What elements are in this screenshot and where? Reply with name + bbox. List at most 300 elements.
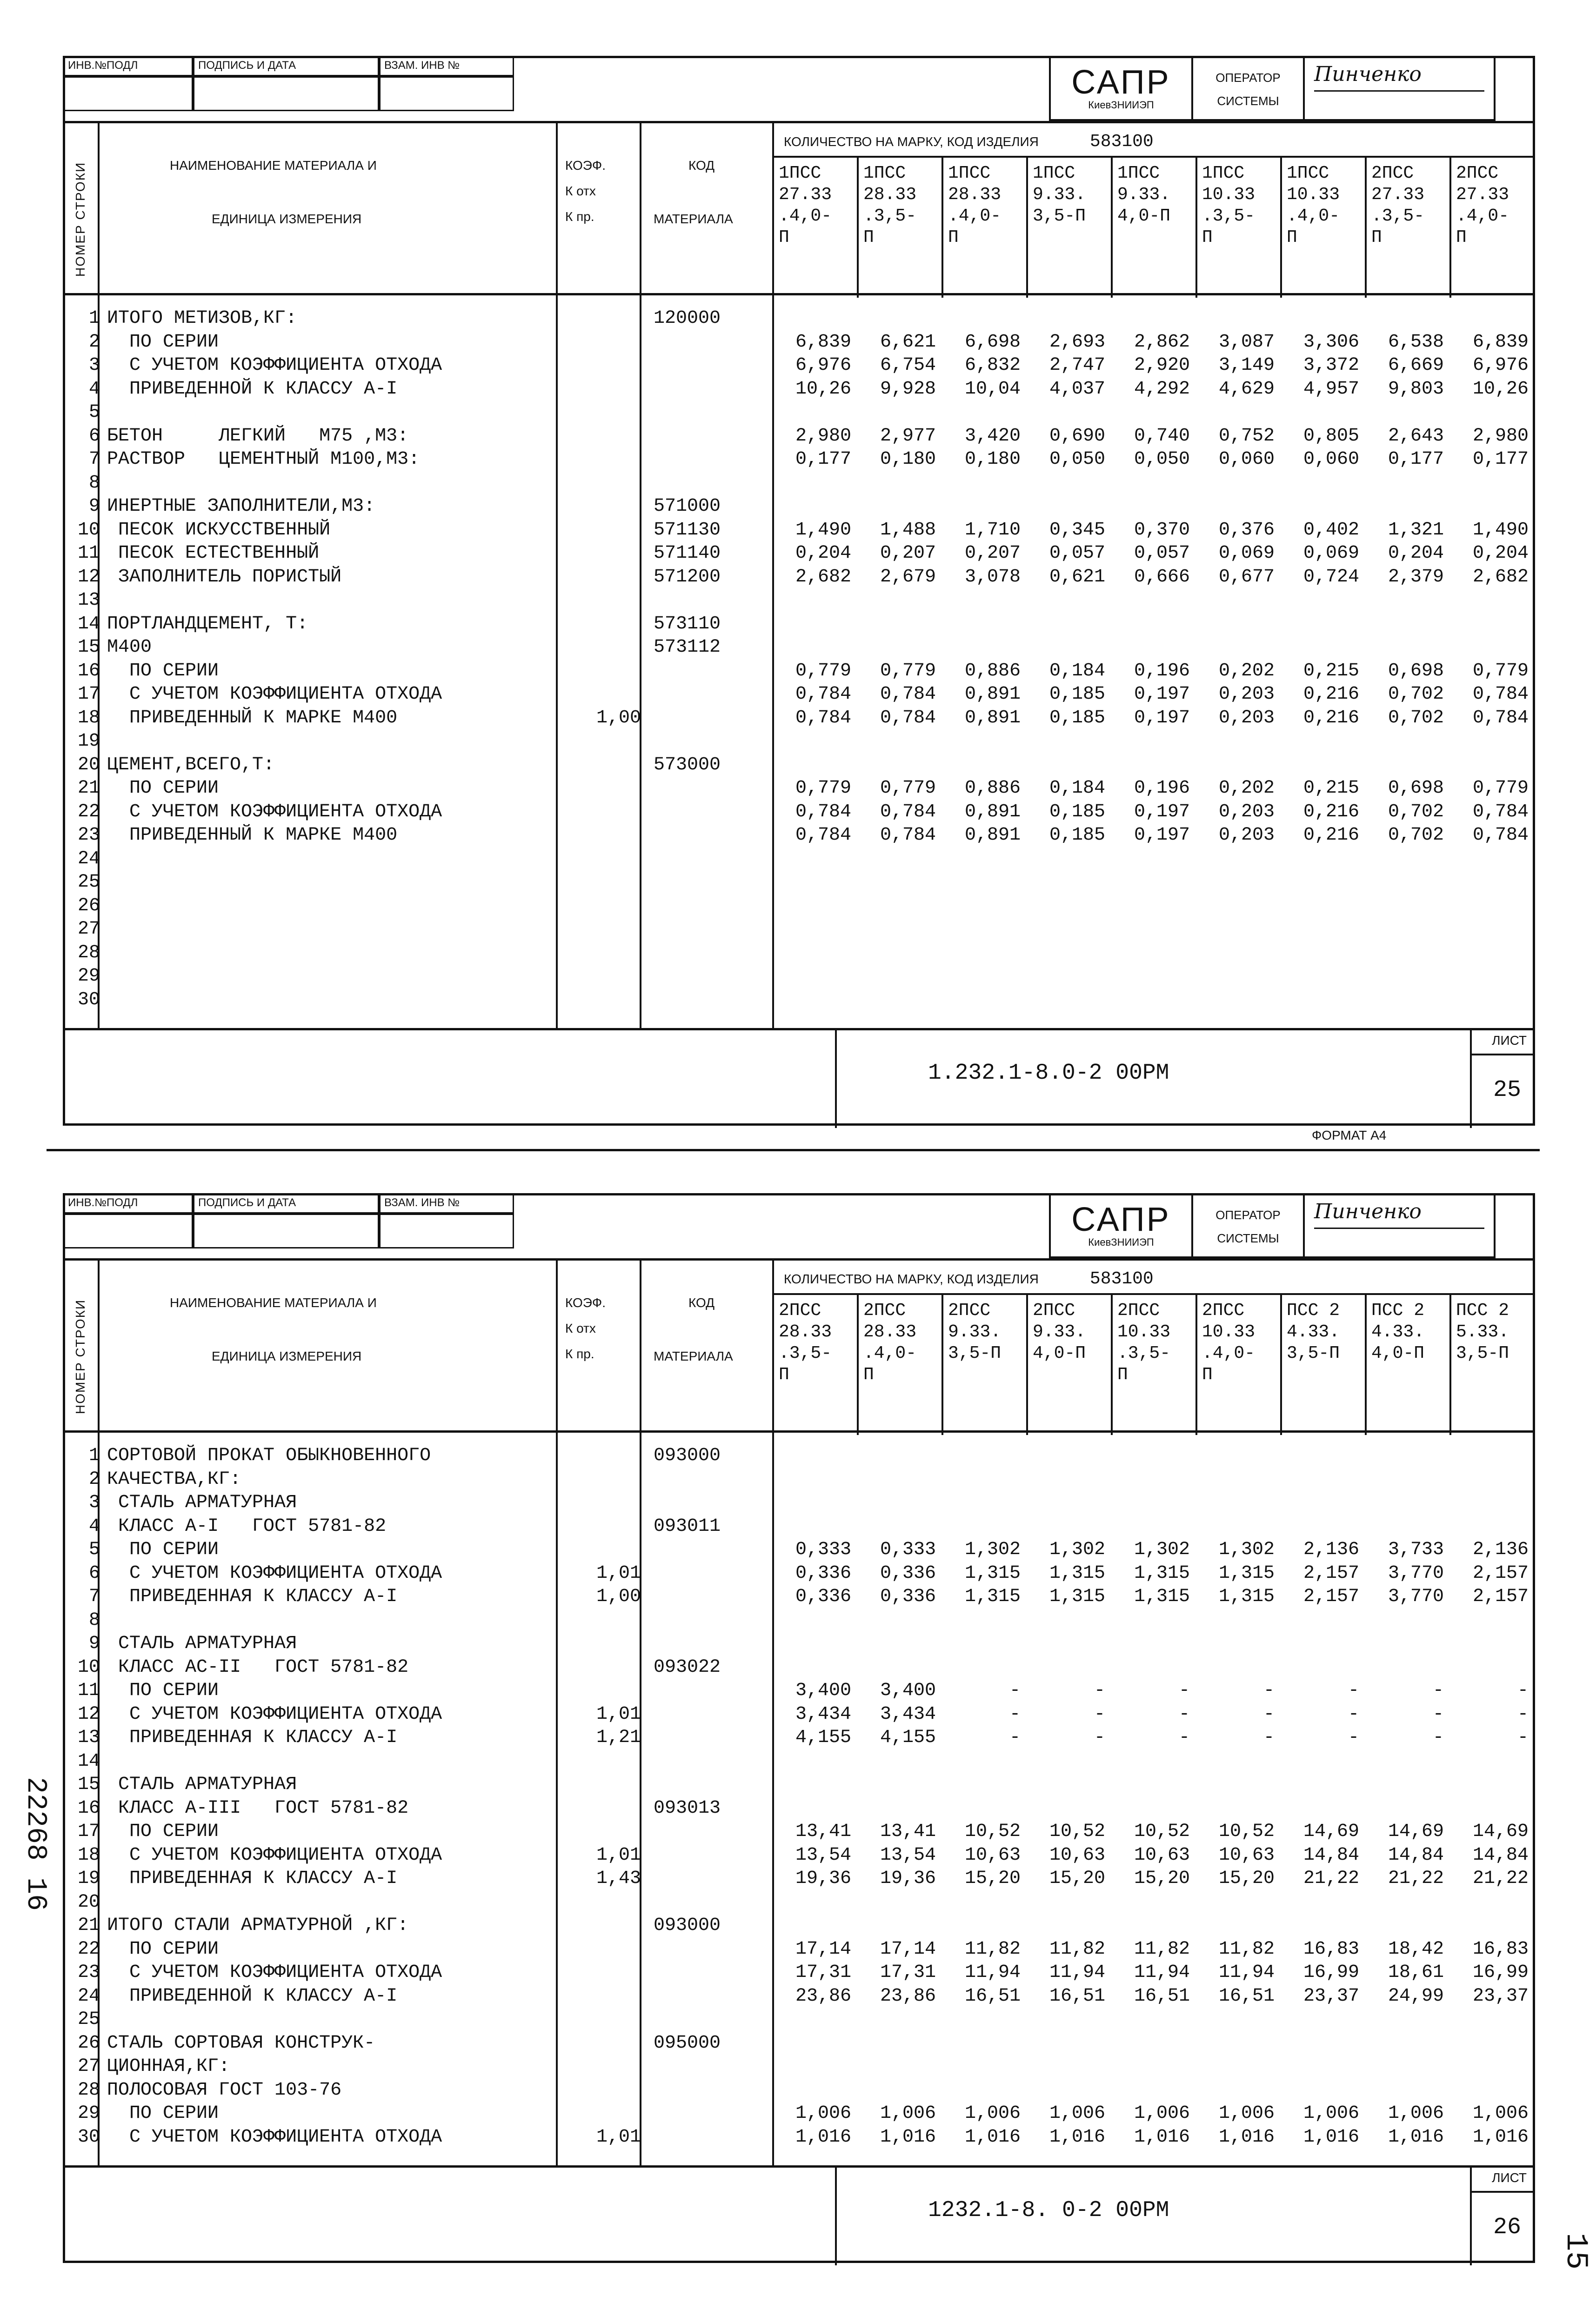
signature-table-header: ВЗАМ. ИНВ № (379, 56, 514, 76)
quantity-value: 0,779 (880, 660, 936, 681)
row-number: 21 (77, 778, 100, 799)
quantity-value: 0,779 (795, 778, 851, 799)
quantity-value: 6,839 (795, 331, 851, 353)
column-divider (556, 1261, 558, 1435)
quantity-value: 1,006 (1303, 2103, 1359, 2124)
quantity-value: 11,94 (1134, 1962, 1190, 1983)
quantity-value: 4,292 (1134, 378, 1190, 400)
row-number: 3 (88, 1492, 100, 1513)
quantity-value: - (1432, 1703, 1444, 1725)
quantity-value: 0,184 (1049, 778, 1105, 799)
quantity-value: 6,832 (964, 355, 1021, 376)
material-name: С УЧЕТОМ КОЭФФИЦИЕНТА ОТХОДА (107, 2126, 442, 2148)
row-number: 7 (88, 1586, 100, 1607)
product-column-header: ПСС 2 5.33. 3,5-П (1456, 1301, 1509, 1363)
material-name: ИТОГО МЕТИЗОВ,КГ: (107, 308, 297, 329)
table-row (63, 707, 1535, 730)
quantity-value: 0,050 (1134, 449, 1190, 470)
signature-table-cell (193, 76, 379, 111)
quantity-value: 0,216 (1303, 707, 1359, 728)
table-row (63, 660, 1535, 683)
quantity-value: 21,22 (1472, 1868, 1529, 1889)
quantity-value: 19,36 (880, 1868, 936, 1889)
row-number: 20 (77, 754, 100, 775)
quantity-value: 0,891 (964, 707, 1021, 728)
quantity-value: 2,157 (1472, 1586, 1529, 1607)
quantity-value: 1,006 (1218, 2103, 1275, 2124)
operator-label-line2: СИСТЕМЫ (1217, 1231, 1279, 1245)
material-code: 093022 (654, 1656, 721, 1678)
quantity-value: 9,928 (880, 378, 936, 400)
quantity-value: 1,315 (964, 1586, 1021, 1607)
cad-title-block (1049, 56, 1496, 121)
quantity-value: 1,016 (1388, 2126, 1444, 2148)
column-divider (1111, 156, 1113, 298)
quantity-value: 0,702 (1388, 707, 1444, 728)
quantity-value: 0,886 (964, 660, 1021, 681)
quantity-value: 0,196 (1134, 660, 1190, 681)
quantity-value: 0,060 (1303, 449, 1359, 470)
document-number: 1232.1-8. 0-2 00РМ (928, 2198, 1169, 2223)
quantity-value: 10,52 (1049, 1821, 1105, 1842)
quantity-value: 2,682 (795, 566, 851, 587)
material-name: М400 (107, 637, 152, 658)
quantity-value: 1,315 (1049, 1586, 1105, 1607)
quantity-value: 18,61 (1388, 1962, 1444, 1983)
product-code: 583100 (1089, 1269, 1154, 1289)
table-row (63, 1632, 1535, 1655)
product-column-header: 1ПСС 10.33 .3,5- П (1202, 163, 1255, 247)
quantity-value: 0,333 (795, 1539, 851, 1560)
quantity-value: 0,336 (880, 1562, 936, 1584)
material-name: КЛАСС АС-II ГОСТ 5781-82 (107, 1656, 409, 1678)
table-row (63, 777, 1535, 800)
material-name: ИНЕРТНЫЕ ЗАПОЛНИТЕЛИ,М3: (107, 496, 375, 517)
table-body (63, 1433, 1535, 2165)
column-divider (1195, 156, 1197, 298)
quantity-value: - (1094, 1680, 1105, 1701)
coefficient-header: КОЭФ. (565, 1295, 606, 1310)
product-column-header: 1ПСС 9.33. 3,5-П (1033, 163, 1086, 226)
quantity-value: - (1432, 1727, 1444, 1748)
table-row (63, 1468, 1535, 1491)
corner-page-number: 15 (1558, 2233, 1593, 2270)
signature-table-header: ПОДПИСЬ И ДАТА (193, 1193, 379, 1214)
quantity-value: 0,784 (795, 825, 851, 846)
material-name: С УЧЕТОМ КОЭФФИЦИЕНТА ОТХОДА (107, 1844, 442, 1866)
material-name: КЛАСС А-III ГОСТ 5781-82 (107, 1797, 409, 1819)
quantity-value: - (1178, 1703, 1190, 1725)
quantity-value: 0,784 (880, 825, 936, 846)
material-name: ПО СЕРИИ (107, 331, 219, 353)
table-header (63, 121, 1535, 295)
row-number: 12 (77, 1703, 100, 1725)
quantity-value: 0,784 (880, 684, 936, 705)
row-number: 19 (77, 1868, 100, 1889)
table-row (63, 331, 1535, 354)
quantity-value: - (1517, 1680, 1529, 1701)
quantity-value: 1,321 (1388, 519, 1444, 541)
row-number: 5 (88, 1539, 100, 1560)
quantity-value: 0,177 (1472, 449, 1529, 470)
material-name: ПО СЕРИИ (107, 1680, 219, 1701)
quantity-header-label: КОЛИЧЕСТВО НА МАРКУ, КОД ИЗДЕЛИЯ (784, 1272, 1039, 1286)
row-number: 26 (77, 895, 100, 916)
product-column-header: 2ПСС 9.33. 4,0-П (1033, 1301, 1086, 1363)
quantity-value: 2,643 (1388, 425, 1444, 447)
signature-table-header: ИНВ.№ПОДЛ (63, 1193, 193, 1214)
quantity-value: 1,315 (1218, 1586, 1275, 1607)
quantity-value: 2,682 (1472, 566, 1529, 587)
row-number: 7 (88, 449, 100, 470)
quantity-value: 2,157 (1303, 1562, 1359, 1584)
material-name: ПО СЕРИИ (107, 2103, 219, 2124)
quantity-value: 0,185 (1049, 825, 1105, 846)
replacement-inv-column (379, 1193, 514, 1248)
sapr-logo-text: САПР (1071, 1201, 1171, 1238)
product-column-header: 2ПСС 28.33 .4,0- П (863, 1301, 917, 1385)
sapr-logo (1049, 56, 1193, 121)
row-number: 17 (77, 1821, 100, 1842)
quantity-value: 0,336 (880, 1586, 936, 1607)
material-name: ПРИВЕДЕННАЯ К КЛАССУ А-I (107, 1586, 398, 1607)
quantity-value: - (1178, 1680, 1190, 1701)
material-name: ПОЛОСОВАЯ ГОСТ 103-76 (107, 2079, 342, 2101)
row-number: 22 (77, 801, 100, 822)
quantity-value: 0,216 (1303, 801, 1359, 822)
table-row (63, 542, 1535, 565)
quantity-value: 0,677 (1218, 566, 1275, 587)
row-number: 1 (88, 308, 100, 329)
quantity-value: 11,94 (1218, 1962, 1275, 1983)
header-divider (772, 1293, 1535, 1295)
quantity-value: 15,20 (964, 1868, 1021, 1889)
quantity-value: 11,82 (1218, 1938, 1275, 1960)
quantity-value: 0,057 (1049, 543, 1105, 564)
table-row (63, 1938, 1535, 1961)
material-name: БЕТОН ЛЕГКИЙ М75 ,М3: (107, 425, 409, 447)
table-row (63, 941, 1535, 965)
coefficient-header: К пр. (565, 209, 594, 224)
row-number: 13 (77, 590, 100, 611)
stamp-divider (835, 2168, 837, 2265)
quantity-value: 10,52 (1218, 1821, 1275, 1842)
product-column-header: ПСС 2 4.33. 4,0-П (1371, 1301, 1425, 1363)
quantity-value: 14,69 (1388, 1821, 1444, 1842)
row-number: 2 (88, 1469, 100, 1490)
column-divider (857, 1293, 859, 1435)
quantity-value: 13,41 (880, 1821, 936, 1842)
table-row (63, 1985, 1535, 2008)
quantity-value: 6,669 (1388, 355, 1444, 376)
quantity-value: 0,203 (1218, 825, 1275, 846)
row-number: 27 (77, 919, 100, 940)
signature-table-header: ВЗАМ. ИНВ № (379, 1193, 514, 1214)
material-name: С УЧЕТОМ КОЭФФИЦИЕНТА ОТХОДА (107, 1562, 442, 1584)
quantity-value: 1,006 (1388, 2103, 1444, 2124)
material-name: КАЧЕСТВА,КГ: (107, 1469, 241, 1490)
product-column-header: 2ПСС 27.33 .4,0- П (1456, 163, 1509, 247)
quantity-value: 0,784 (795, 707, 851, 728)
row-number: 1 (88, 1445, 100, 1466)
column-divider (1026, 1293, 1028, 1435)
material-header-line1: НАИМЕНОВАНИЕ МАТЕРИАЛА И (170, 1295, 377, 1310)
quantity-value: 0,207 (880, 543, 936, 564)
quantity-value: 3,400 (795, 1680, 851, 1701)
row-number: 28 (77, 2079, 100, 2101)
row-number: 19 (77, 731, 100, 752)
material-code: 093000 (654, 1915, 721, 1936)
quantity-value: 16,51 (1049, 1985, 1105, 2007)
signature-date-column (193, 1193, 379, 1248)
header-divider (772, 156, 1535, 158)
row-number: 9 (88, 1633, 100, 1654)
row-number: 2 (88, 331, 100, 353)
quantity-value: 0,215 (1303, 778, 1359, 799)
quantity-value: 16,51 (1134, 1985, 1190, 2007)
quantity-value: 0,376 (1218, 519, 1275, 541)
table-row (63, 801, 1535, 824)
column-divider (1111, 1293, 1113, 1435)
table-row (63, 1703, 1535, 1726)
column-divider (1365, 156, 1367, 298)
quantity-value: 0,203 (1218, 707, 1275, 728)
quantity-value: - (1517, 1727, 1529, 1748)
material-header-line2: ЕДИНИЦА ИЗМЕРЕНИЯ (212, 1349, 362, 1363)
table-row (63, 589, 1535, 612)
row-number: 17 (77, 684, 100, 705)
table-row (63, 988, 1535, 1012)
table-row (63, 448, 1535, 471)
signature-table-cell (379, 1214, 514, 1248)
table-row (63, 1491, 1535, 1515)
quantity-value: 1,016 (964, 2126, 1021, 2148)
product-column-header: 2ПСС 10.33 .3,5- П (1117, 1301, 1171, 1385)
quantity-value: 10,04 (964, 378, 1021, 400)
quantity-value: 3,434 (795, 1703, 851, 1725)
row-number: 14 (77, 613, 100, 634)
signature-table-cell (379, 76, 514, 111)
column-divider (942, 1293, 943, 1435)
quantity-value: 17,31 (795, 1962, 851, 1983)
material-code: 571140 (654, 543, 721, 564)
row-number: 6 (88, 425, 100, 447)
row-number: 30 (77, 989, 100, 1010)
signature-date-column (193, 56, 379, 111)
material-name: ПО СЕРИИ (107, 1539, 219, 1560)
sheet-divider (47, 1149, 1540, 1151)
material-name: КЛАСС А-I ГОСТ 5781-82 (107, 1515, 387, 1537)
material-name: ПЕСОК ИСКУССТВЕННЫЙ (107, 519, 331, 541)
sheet-number: 25 (1493, 1077, 1521, 1103)
coefficient-value: 1,21 (596, 1727, 641, 1748)
column-divider (857, 156, 859, 298)
operator-name: Пинченко (1314, 62, 1422, 86)
stamp-divider (1470, 1054, 1535, 1055)
quantity-value: 19,36 (795, 1868, 851, 1889)
material-name: ЦИОННАЯ,КГ: (107, 2056, 230, 2077)
quantity-value: 1,006 (1472, 2103, 1529, 2124)
row-number: 25 (77, 2009, 100, 2030)
quantity-value: 0,702 (1388, 825, 1444, 846)
operator-label (1193, 1193, 1305, 1258)
table-row (63, 636, 1535, 659)
quantity-value: 16,99 (1472, 1962, 1529, 1983)
quantity-value: 1,302 (1049, 1539, 1105, 1560)
quantity-value: 0,779 (1472, 660, 1529, 681)
quantity-value: 23,37 (1472, 1985, 1529, 2007)
material-name: С УЧЕТОМ КОЭФФИЦИЕНТА ОТХОДА (107, 801, 442, 822)
material-code: 093011 (654, 1515, 721, 1537)
table-row (63, 730, 1535, 753)
quantity-value: 0,185 (1049, 707, 1105, 728)
quantity-value: 0,180 (964, 449, 1021, 470)
coefficient-value: 1,00 (596, 707, 641, 728)
table-body (63, 295, 1535, 1028)
product-column-header: 1ПСС 28.33 .3,5- П (863, 163, 917, 247)
row-number: 4 (88, 1515, 100, 1537)
quantity-value: 14,69 (1303, 1821, 1359, 1842)
quantity-value: 4,629 (1218, 378, 1275, 400)
product-column-header: 2ПСС 9.33. 3,5-П (948, 1301, 1002, 1363)
table-header (63, 1258, 1535, 1433)
quantity-value: 0,060 (1218, 449, 1275, 470)
material-name: СТАЛЬ АРМАТУРНАЯ (107, 1492, 297, 1513)
sheet-number: 26 (1493, 2214, 1521, 2241)
code-header-line1: КОД (688, 1295, 715, 1310)
column-divider (640, 123, 641, 298)
table-row (63, 754, 1535, 777)
column-divider (1280, 1293, 1282, 1435)
quantity-value: - (1432, 1680, 1444, 1701)
material-name: ЗАПОЛНИТЕЛЬ ПОРИСТЫЙ (107, 566, 342, 587)
stamp-divider (1470, 2191, 1535, 2193)
row-number: 8 (88, 1609, 100, 1631)
table-row (63, 1797, 1535, 1820)
quantity-value: 2,693 (1049, 331, 1105, 353)
material-name: СТАЛЬ СОРТОВАЯ КОНСТРУК- (107, 2032, 375, 2054)
sapr-logo (1049, 1193, 1193, 1258)
quantity-value: 0,698 (1388, 660, 1444, 681)
quantity-value: 1,016 (1303, 2126, 1359, 2148)
material-name: ПРИВЕДЕННАЯ К КЛАССУ А-I (107, 1868, 398, 1889)
quantity-value: - (1009, 1703, 1021, 1725)
quantity-value: 2,977 (880, 425, 936, 447)
column-divider (772, 123, 774, 298)
table-row (63, 566, 1535, 589)
table-row (63, 354, 1535, 377)
title-stamp (63, 2165, 1535, 2263)
signature-table-cell (193, 1214, 379, 1248)
inv-number-column (63, 56, 193, 111)
table-row (63, 1562, 1535, 1585)
material-name: ИТОГО СТАЛИ АРМАТУРНОЙ ,КГ: (107, 1915, 409, 1936)
quantity-value: 0,203 (1218, 684, 1275, 705)
quantity-value: 0,203 (1218, 801, 1275, 822)
quantity-value: 3,770 (1388, 1586, 1444, 1607)
quantity-value: 17,31 (880, 1962, 936, 1983)
quantity-value: 1,006 (795, 2103, 851, 2124)
table-row (63, 1750, 1535, 1773)
quantity-value: 0,196 (1134, 778, 1190, 799)
quantity-value: 11,82 (1049, 1938, 1105, 1960)
row-number: 30 (77, 2126, 100, 2148)
row-number: 29 (77, 2103, 100, 2124)
table-row (63, 1515, 1535, 1538)
row-number: 6 (88, 1562, 100, 1584)
signature-table-header: ИНВ.№ПОДЛ (63, 56, 193, 76)
column-divider (772, 1261, 774, 1435)
quantity-value: 2,747 (1049, 355, 1105, 376)
signature-line (1314, 1228, 1484, 1229)
quantity-value: 17,14 (880, 1938, 936, 1960)
quantity-value: 0,197 (1134, 707, 1190, 728)
product-column-header: 1ПСС 10.33 .4,0- П (1287, 163, 1340, 247)
column-divider (1026, 156, 1028, 298)
material-name: ПО СЕРИИ (107, 1938, 219, 1960)
quantity-value: 17,14 (795, 1938, 851, 1960)
table-row (63, 519, 1535, 542)
coefficient-value: 1,01 (596, 1562, 641, 1584)
row-number: 24 (77, 848, 100, 869)
quantity-value: 10,52 (1134, 1821, 1190, 1842)
quantity-value: 0,057 (1134, 543, 1190, 564)
code-header-line2: МАТЕРИАЛА (654, 1349, 733, 1363)
quantity-value: 15,20 (1049, 1868, 1105, 1889)
table-row (63, 894, 1535, 918)
quantity-value: 0,177 (795, 449, 851, 470)
quantity-value: 2,157 (1303, 1586, 1359, 1607)
row-number: 18 (77, 707, 100, 728)
row-number: 25 (77, 872, 100, 893)
material-name: ПРИВЕДЕННЫЙ К МАРКЕ М400 (107, 707, 398, 728)
quantity-value: 2,980 (795, 425, 851, 447)
operator-signature (1305, 1193, 1496, 1258)
table-row (63, 2008, 1535, 2031)
product-column-header: 1ПСС 28.33 .4,0- П (948, 163, 1002, 247)
format-label: ФОРМАТ А4 (1312, 1128, 1387, 1142)
quantity-value: 6,754 (880, 355, 936, 376)
material-code: 573110 (654, 613, 721, 634)
table-row (63, 1679, 1535, 1702)
quantity-value: 21,22 (1388, 1868, 1444, 1889)
quantity-value: 0,336 (795, 1586, 851, 1607)
quantity-value: 0,724 (1303, 566, 1359, 587)
quantity-value: 1,006 (1134, 2103, 1190, 2124)
quantity-value: 0,784 (880, 801, 936, 822)
document-number: 1.232.1-8.0-2 00РМ (928, 1061, 1169, 1086)
quantity-value: 10,63 (964, 1844, 1021, 1866)
quantity-value: 0,184 (1049, 660, 1105, 681)
table-row (63, 472, 1535, 495)
row-number: 10 (77, 1656, 100, 1678)
quantity-value: 4,155 (795, 1727, 851, 1748)
coefficient-header: К пр. (565, 1347, 594, 1361)
quantity-value: 23,86 (795, 1985, 851, 2007)
quantity-value: 9,803 (1388, 378, 1444, 400)
quantity-value: 16,51 (1218, 1985, 1275, 2007)
quantity-value: 0,740 (1134, 425, 1190, 447)
stamp-divider (1470, 2168, 1472, 2265)
quantity-value: 3,372 (1303, 355, 1359, 376)
quantity-value: 11,94 (964, 1962, 1021, 1983)
quantity-value: 23,37 (1303, 1985, 1359, 2007)
material-name: С УЧЕТОМ КОЭФФИЦИЕНТА ОТХОДА (107, 684, 442, 705)
row-number: 15 (77, 637, 100, 658)
material-name: РАСТВОР ЦЕМЕНТНЫЙ М100,М3: (107, 449, 420, 470)
quantity-value: 1,315 (1134, 1562, 1190, 1584)
quantity-value: 10,63 (1134, 1844, 1190, 1866)
